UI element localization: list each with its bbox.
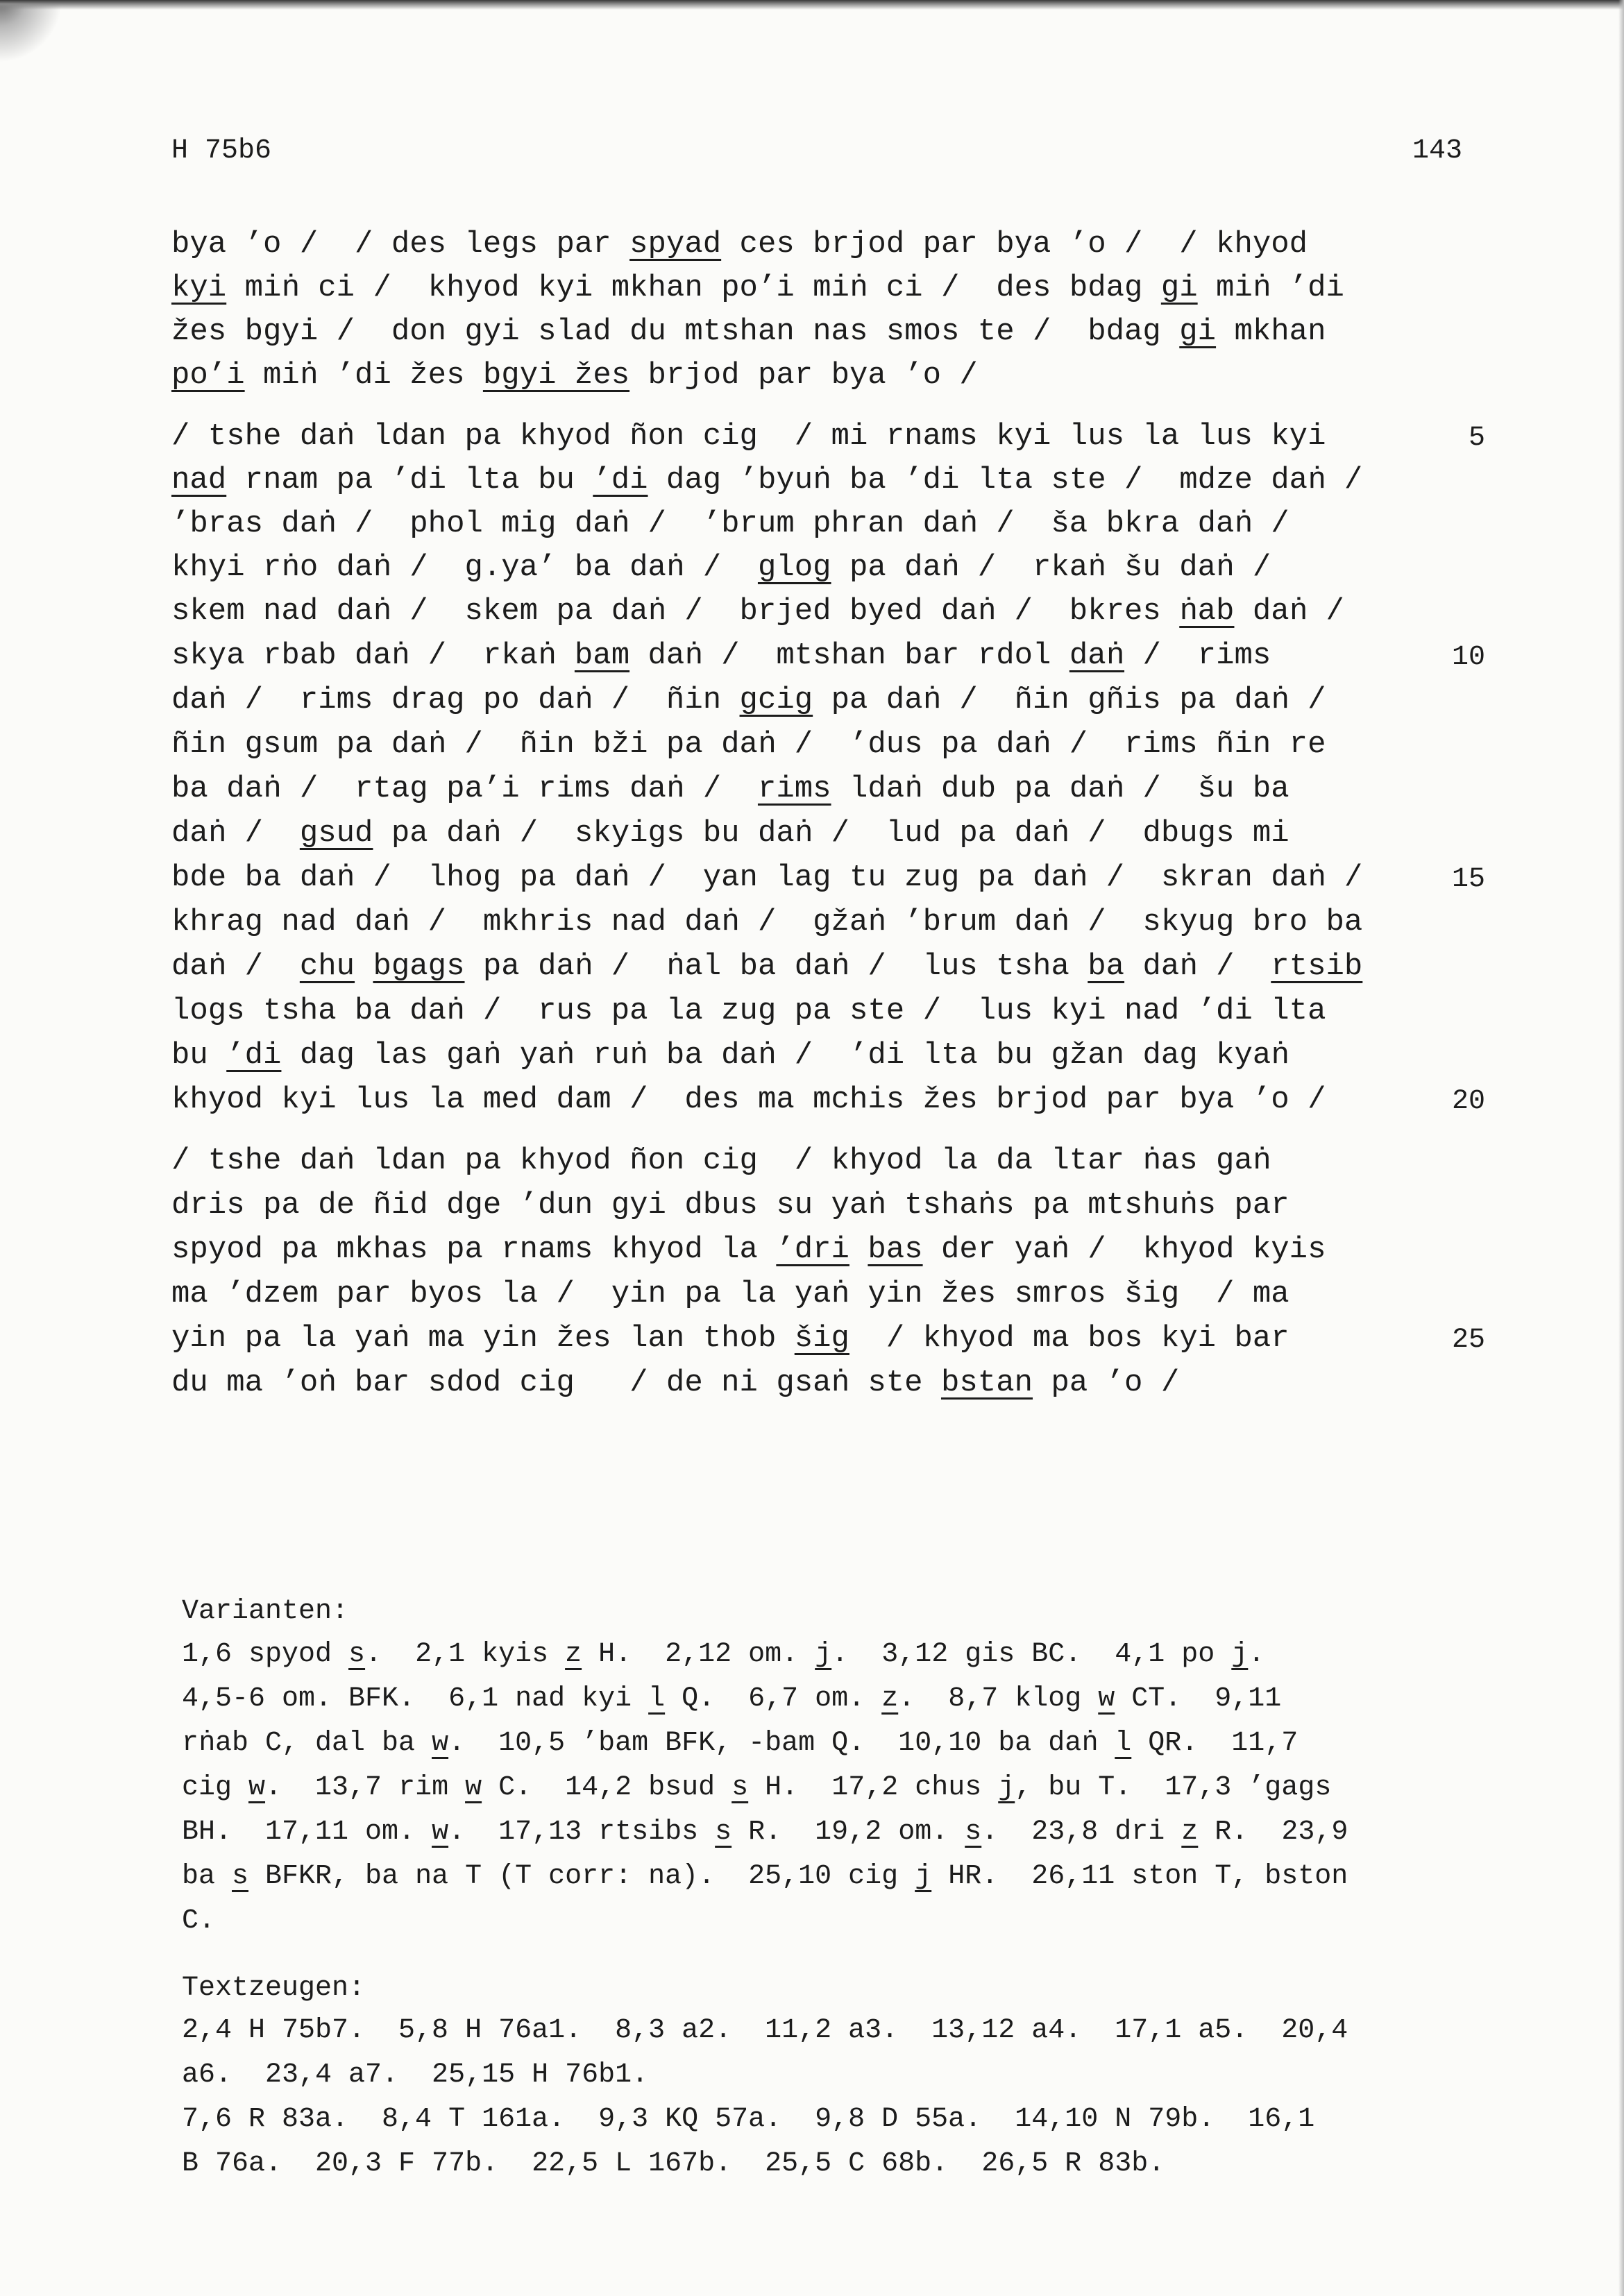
underlined-word: rtsib (1271, 949, 1363, 984)
underlined-word: gcig (739, 683, 813, 717)
text-line: po’i miṅ ’di žes bgyi žes brjod par bya ’o / (171, 358, 978, 393)
text-line: skem nad daṅ / skem pa daṅ / brjed byed daṅ / bkres ṅab daṅ / (171, 594, 1344, 629)
underlined-word: po’i (171, 358, 245, 393)
text-line: bu ’di dag las gaṅ yaṅ ruṅ ba daṅ / ’di lta bu gžan dag kyaṅ (171, 1038, 1289, 1073)
running-header-siglum: H 75b6 (171, 135, 272, 167)
underlined-word: šig (794, 1321, 849, 1356)
underlined-word: glog (757, 550, 831, 585)
text-line: bde ba daṅ / lhog pa daṅ / yan lag tu zug pa daṅ / skran daṅ / (171, 860, 1363, 895)
underlined-word: w (432, 1728, 449, 1759)
text-line: logs tsha ba daṅ / rus pa la zug pa ste / lus kyi nad ’di lta (171, 994, 1326, 1028)
underlined-word: bam (574, 638, 630, 673)
underlined-word: daṅ (1069, 638, 1125, 673)
note-line: a6. 23,4 a7. 25,15 H 76b1. (182, 2059, 649, 2091)
line-number: 15 (1451, 864, 1485, 895)
underlined-word: w (1098, 1683, 1115, 1715)
text-line: ma ’dzem par byos la / yin pa la yaṅ yin žes smros šig / ma (171, 1277, 1289, 1311)
note-line: B 76a. 20,3 F 77b. 22,5 L 167b. 25,5 C 68b. 26,5 R 83b. (182, 2148, 1165, 2179)
note-line: cig w. 13,7 rim w C. 14,2 bsud s H. 17,2 chus j, bu T. 17,3 ’gags (182, 1772, 1332, 1803)
underlined-word: ’di (593, 463, 648, 498)
underlined-word: bstan (940, 1366, 1033, 1400)
text-line: kyi miṅ ci / khyod kyi mkhan po’i miṅ ci / des bdag gi miṅ ’di (171, 271, 1344, 305)
underlined-word: j (1231, 1639, 1249, 1670)
note-line: 1,6 spyod s. 2,1 kyis z H. 2,12 om. j. 3,12 gis BC. 4,1 po j. (182, 1639, 1265, 1670)
text-line: / tshe daṅ ldan pa khyod ñon cig / mi rnams kyi lus la lus kyi (171, 419, 1326, 454)
note-line: C. (182, 1905, 216, 1937)
underlined-word: w (248, 1772, 266, 1803)
text-line: žes bgyi / don gyi slad du mtshan nas smos te / bdag gi mkhan (171, 314, 1326, 349)
page-number: 143 (1412, 135, 1463, 167)
underlined-word: ’dri (776, 1232, 849, 1267)
varianten-heading: Varianten: (182, 1596, 349, 1627)
underlined-word: w (465, 1772, 482, 1803)
text-line: du ma ’oṅ bar sdod cig / de ni gsaṅ ste bstan pa ’o / (171, 1366, 1180, 1400)
text-line: daṅ / gsud pa daṅ / skyigs bu daṅ / lud pa daṅ / dbugs mi (171, 816, 1289, 851)
underlined-word: z (1181, 1817, 1199, 1848)
underlined-word: ’di (226, 1038, 282, 1073)
text-line: dris pa de ñid dge ’dun gyi dbus su yaṅ tshaṅs pa mtshuṅs par (171, 1188, 1289, 1223)
underlined-word: s (965, 1817, 982, 1848)
underlined-word: z (881, 1683, 899, 1715)
text-line: ñin gsum pa daṅ / ñin bži pa daṅ / ’dus pa daṅ / rims ñin re (171, 727, 1326, 762)
underlined-word: rims (757, 772, 831, 806)
text-line: bya ’o / / des legs par spyad ces brjod par bya ’o / / khyod (171, 227, 1308, 262)
textzeugen-heading: Textzeugen: (182, 1973, 366, 2004)
underlined-word: nad (171, 463, 227, 498)
underlined-word: chu (299, 949, 355, 984)
underlined-word: kyi (171, 271, 227, 305)
underlined-word: bgyi žes (482, 358, 630, 393)
underlined-word: bas (868, 1232, 923, 1267)
underlined-word: l (648, 1683, 666, 1715)
page-right-edge (1618, 0, 1624, 2296)
line-number: 10 (1451, 642, 1485, 673)
text-line: khyi rṅo daṅ / g.ya’ ba daṅ / glog pa daṅ / rkaṅ šu daṅ / (171, 550, 1271, 585)
underlined-word: z (565, 1639, 582, 1670)
line-number: 20 (1451, 1086, 1485, 1117)
underlined-word: s (731, 1772, 749, 1803)
text-line: daṅ / chu bgags pa daṅ / ṅal ba daṅ / lus tsha ba daṅ / rtsib (171, 949, 1363, 984)
underlined-word: s (715, 1817, 732, 1848)
text-line: ’bras daṅ / phol mig daṅ / ’brum phran daṅ / ša bkra daṅ / (171, 507, 1289, 541)
underlined-word: l (1115, 1728, 1132, 1759)
note-line: 2,4 H 75b7. 5,8 H 76a1. 8,3 a2. 11,2 a3. 13,12 a4. 17,1 a5. 20,4 (182, 2015, 1348, 2046)
note-line: 4,5-6 om. BFK. 6,1 nad kyi l Q. 6,7 om. z. 8,7 klog w CT. 9,11 (182, 1683, 1282, 1715)
text-line: khrag nad daṅ / mkhris nad daṅ / gžaṅ ’brum daṅ / skyug bro ba (171, 905, 1363, 939)
underlined-word: gi (1179, 314, 1217, 349)
underlined-word: s (348, 1639, 366, 1670)
underlined-word: ba (1088, 949, 1125, 984)
underlined-word: spyad (629, 227, 722, 262)
text-line: spyod pa mkhas pa rnams khyod la ’dri bas der yaṅ / khyod kyis (171, 1232, 1326, 1267)
note-line: rṅab C, dal ba w. 10,5 ’bam BFK, -bam Q. 10,10 ba daṅ l QR. 11,7 (182, 1728, 1299, 1759)
line-number: 5 (1468, 423, 1485, 454)
underlined-word: j (815, 1639, 832, 1670)
text-line: skya rbab daṅ / rkaṅ bam daṅ / mtshan bar rdol daṅ / rims (171, 638, 1271, 673)
text-line: yin pa la yaṅ ma yin žes lan thob šig / khyod ma bos kyi bar (171, 1321, 1289, 1356)
line-number: 25 (1451, 1325, 1485, 1356)
note-line: 7,6 R 83a. 8,4 T 161a. 9,3 KQ 57a. 9,8 D 55a. 14,10 N 79b. 16,1 (182, 2104, 1315, 2135)
underlined-word: ṅab (1179, 594, 1235, 629)
page-top-edge (0, 0, 1624, 10)
underlined-word: j (915, 1861, 932, 1892)
text-line: nad rnam pa ’di lta bu ’di dag ’byuṅ ba ’di lta ste / mdze daṅ / (171, 463, 1363, 498)
note-line: ba s BFKR, ba na T (T corr: na). 25,10 cig j HR. 26,11 ston T, bston (182, 1861, 1348, 1892)
text-line: daṅ / rims drag po daṅ / ñin gcig pa daṅ / ñin gñis pa daṅ / (171, 683, 1326, 717)
underlined-word: gsud (299, 816, 373, 851)
text-line: / tshe daṅ ldan pa khyod ñon cig / khyod la da ltar ṅas gaṅ (171, 1143, 1271, 1178)
text-line: ba daṅ / rtag pa’i rims daṅ / rims ldaṅ dub pa daṅ / šu ba (171, 772, 1289, 806)
underlined-word: s (232, 1861, 249, 1892)
underlined-word: w (432, 1817, 449, 1848)
note-line: BH. 17,11 om. w. 17,13 rtsibs s R. 19,2 om. s. 23,8 dri z R. 23,9 (182, 1817, 1348, 1848)
text-line: khyod kyi lus la med dam / des ma mchis žes brjod par bya ’o / (171, 1082, 1326, 1117)
underlined-word: j (998, 1772, 1015, 1803)
underlined-word: gi (1160, 271, 1198, 305)
underlined-word: bgags (373, 949, 465, 984)
